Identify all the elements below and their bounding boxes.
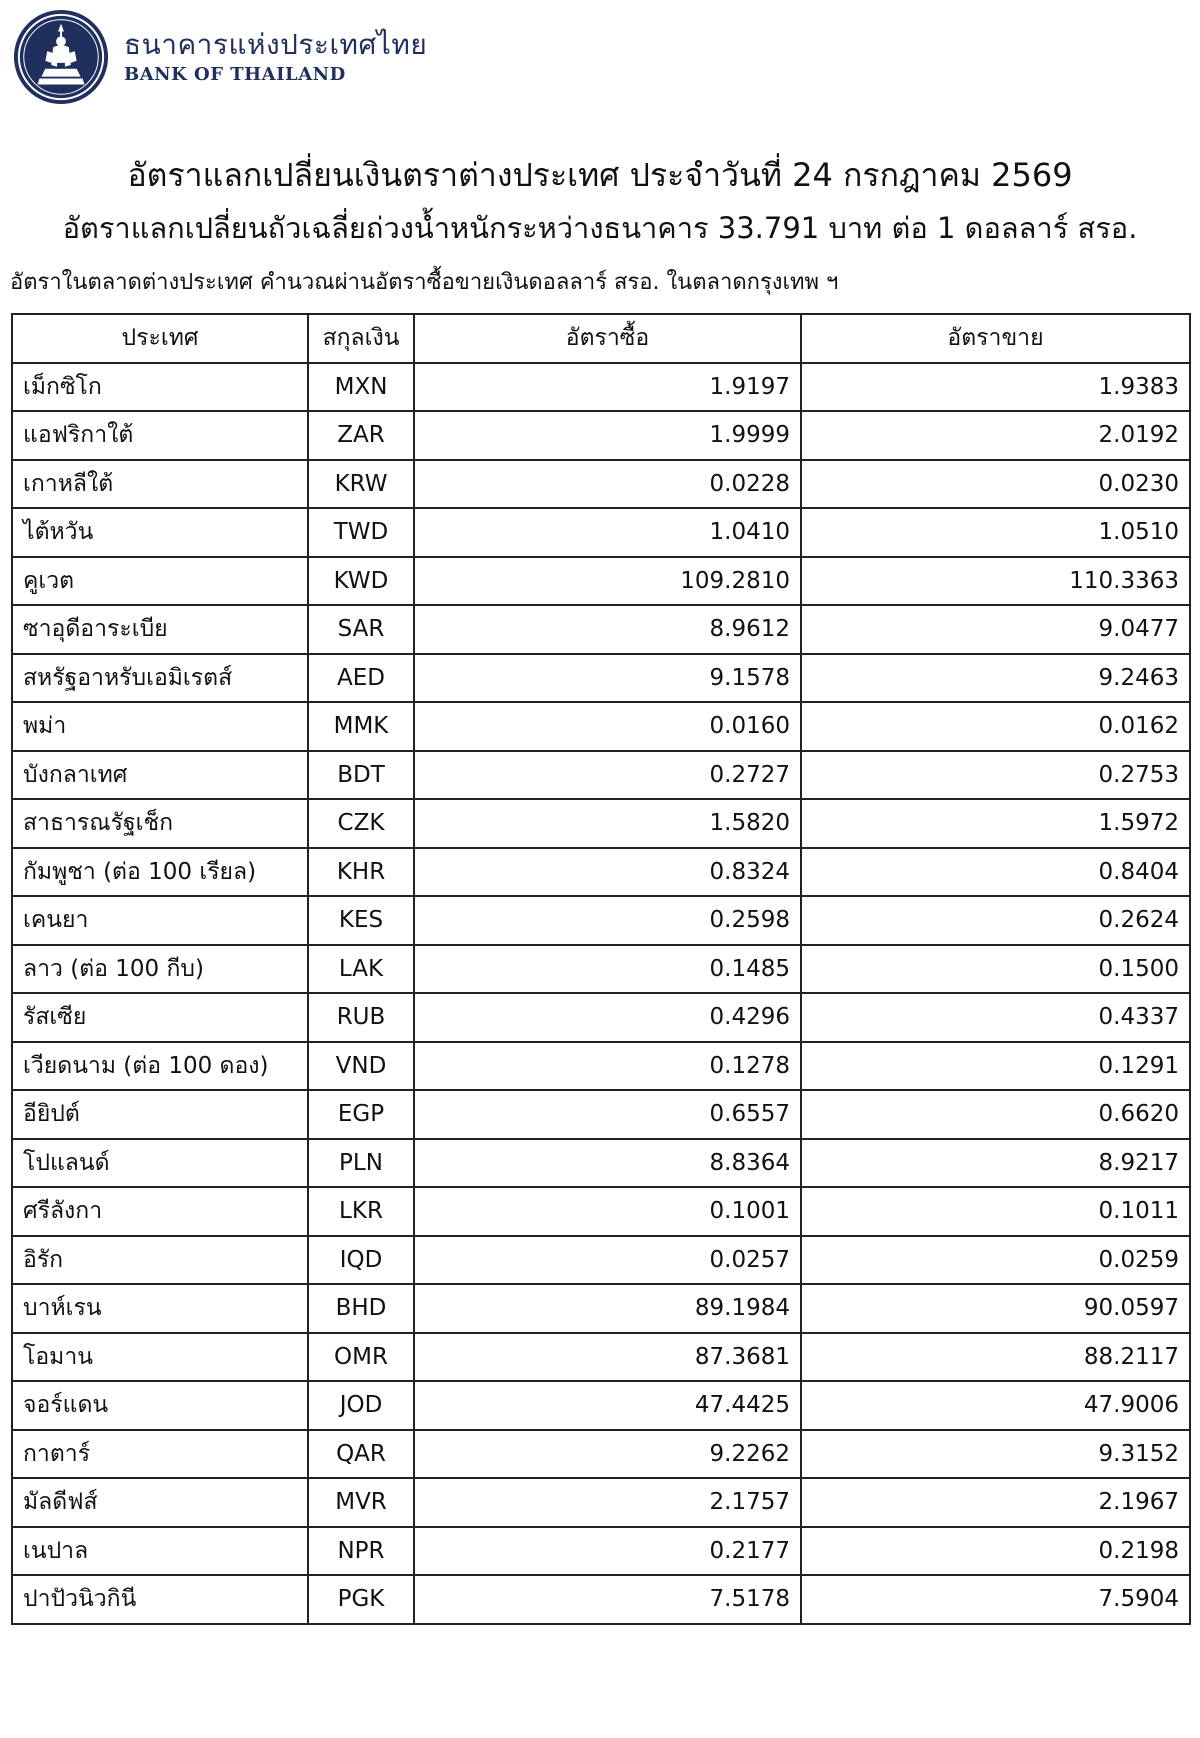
currency-code-cell: QAR [308, 1430, 414, 1479]
currency-code-cell: IQD [308, 1236, 414, 1285]
buy-rate-cell: 0.4296 [414, 993, 801, 1042]
buy-rate-cell: 109.2810 [414, 557, 801, 606]
currency-code-cell: RUB [308, 993, 414, 1042]
sell-rate-cell: 2.0192 [801, 411, 1190, 460]
currency-code-cell: ZAR [308, 411, 414, 460]
country-cell: ปาปัวนิวกินี [12, 1575, 308, 1624]
table-row [12, 799, 1190, 848]
country-cell: กาตาร์ [12, 1430, 308, 1479]
buy-rate-cell: 0.1001 [414, 1187, 801, 1236]
buy-rate-cell: 0.2177 [414, 1527, 801, 1576]
country-cell: จอร์แดน [12, 1381, 308, 1430]
header-sell-rate: อัตราขาย [801, 314, 1190, 363]
table-row [12, 1381, 1190, 1430]
brand [124, 29, 427, 84]
buy-rate-cell: 7.5178 [414, 1575, 801, 1624]
sell-rate-cell: 8.9217 [801, 1139, 1190, 1188]
currency-code-cell: PGK [308, 1575, 414, 1624]
country-cell: โอมาน [12, 1333, 308, 1382]
table-row [12, 1187, 1190, 1236]
buy-rate-cell: 0.2598 [414, 896, 801, 945]
header-country: ประเทศ [12, 314, 308, 363]
table-row [12, 896, 1190, 945]
currency-code-cell: JOD [308, 1381, 414, 1430]
table-row [12, 993, 1190, 1042]
sell-rate-cell: 0.0259 [801, 1236, 1190, 1285]
table-row [12, 1478, 1190, 1527]
sell-rate-cell: 0.0230 [801, 460, 1190, 509]
sell-rate-cell: 0.2624 [801, 896, 1190, 945]
sell-rate-cell: 47.9006 [801, 1381, 1190, 1430]
table-row [12, 848, 1190, 897]
page-subtitle: อัตราแลกเปลี่ยนถัวเฉลี่ยถ่วงน้ำหนักระหว่างธนาคาร 33.791 บาท ต่อ 1 ดอลลาร์ สรอ. [62, 211, 1138, 245]
sell-rate-cell: 110.3363 [801, 557, 1190, 606]
buy-rate-cell: 0.6557 [414, 1090, 801, 1139]
table-row [12, 654, 1190, 703]
rate-note: อัตราในตลาดต่างประเทศ คำนวณผ่านอัตราซื้อขายเงินดอลลาร์ สรอ. ในตลาดกรุงเทพ ฯ [10, 270, 839, 295]
country-cell: อิรัก [12, 1236, 308, 1285]
currency-code-cell: CZK [308, 799, 414, 848]
currency-code-cell: BHD [308, 1284, 414, 1333]
table-row [12, 1236, 1190, 1285]
country-cell: ลาว (ต่อ 100 กีบ) [12, 945, 308, 994]
buy-rate-cell: 1.9197 [414, 363, 801, 412]
currency-code-cell: KHR [308, 848, 414, 897]
buy-rate-cell: 8.9612 [414, 605, 801, 654]
sell-rate-cell: 0.2753 [801, 751, 1190, 800]
table-row [12, 411, 1190, 460]
country-cell: รัสเซีย [12, 993, 308, 1042]
table-row [12, 460, 1190, 509]
country-cell: ไต้หวัน [12, 508, 308, 557]
table-row [12, 1090, 1190, 1139]
currency-code-cell: KES [308, 896, 414, 945]
sell-rate-cell: 0.1291 [801, 1042, 1190, 1091]
currency-code-cell: TWD [308, 508, 414, 557]
buy-rate-cell: 0.0160 [414, 702, 801, 751]
buy-rate-cell: 0.8324 [414, 848, 801, 897]
sell-rate-cell: 1.9383 [801, 363, 1190, 412]
buy-rate-cell: 0.1485 [414, 945, 801, 994]
sell-rate-cell: 0.0162 [801, 702, 1190, 751]
currency-code-cell: NPR [308, 1527, 414, 1576]
country-cell: กัมพูชา (ต่อ 100 เรียล) [12, 848, 308, 897]
country-cell: เม็กซิโก [12, 363, 308, 412]
buy-rate-cell: 87.3681 [414, 1333, 801, 1382]
currency-code-cell: VND [308, 1042, 414, 1091]
sell-rate-cell: 88.2117 [801, 1333, 1190, 1382]
buy-rate-cell: 2.1757 [414, 1478, 801, 1527]
sell-rate-cell: 2.1967 [801, 1478, 1190, 1527]
sell-rate-cell: 0.4337 [801, 993, 1190, 1042]
country-cell: เกาหลีใต้ [12, 460, 308, 509]
currency-code-cell: PLN [308, 1139, 414, 1188]
country-cell: แอฟริกาใต้ [12, 411, 308, 460]
sell-rate-cell: 9.0477 [801, 605, 1190, 654]
country-cell: ศรีลังกา [12, 1187, 308, 1236]
country-cell: เวียดนาม (ต่อ 100 ดอง) [12, 1042, 308, 1091]
buy-rate-cell: 0.0228 [414, 460, 801, 509]
country-cell: โปแลนด์ [12, 1139, 308, 1188]
table-row [12, 702, 1190, 751]
currency-code-cell: MVR [308, 1478, 414, 1527]
country-cell: สาธารณรัฐเช็ก [12, 799, 308, 848]
country-cell: สหรัฐอาหรับเอมิเรตส์ [12, 654, 308, 703]
buy-rate-cell: 9.1578 [414, 654, 801, 703]
country-cell: ซาอุดีอาระเบีย [12, 605, 308, 654]
table-row [12, 751, 1190, 800]
sell-rate-cell: 90.0597 [801, 1284, 1190, 1333]
country-cell: พม่า [12, 702, 308, 751]
buy-rate-cell: 47.4425 [414, 1381, 801, 1430]
currency-code-cell: MXN [308, 363, 414, 412]
table-row [12, 1139, 1190, 1188]
country-cell: มัลดีฟส์ [12, 1478, 308, 1527]
currency-code-cell: AED [308, 654, 414, 703]
country-cell: เคนยา [12, 896, 308, 945]
buy-rate-cell: 1.0410 [414, 508, 801, 557]
exchange-rate-table [11, 313, 1191, 1625]
bank-name-english: BANK OF THAILAND [124, 63, 346, 85]
table-row [12, 508, 1190, 557]
sell-rate-cell: 7.5904 [801, 1575, 1190, 1624]
currency-code-cell: OMR [308, 1333, 414, 1382]
table-row [12, 1575, 1190, 1624]
table-body [12, 363, 1190, 1624]
sell-rate-cell: 0.6620 [801, 1090, 1190, 1139]
sell-rate-cell: 9.3152 [801, 1430, 1190, 1479]
buy-rate-cell: 1.9999 [414, 411, 801, 460]
table-row [12, 605, 1190, 654]
sell-rate-cell: 0.1011 [801, 1187, 1190, 1236]
currency-code-cell: SAR [308, 605, 414, 654]
page-title: อัตราแลกเปลี่ยนเงินตราต่างประเทศ ประจำวันที่ 24 กรกฎาคม 2569 [127, 156, 1073, 194]
table-row [12, 557, 1190, 606]
currency-code-cell: KWD [308, 557, 414, 606]
buy-rate-cell: 8.8364 [414, 1139, 801, 1188]
sell-rate-cell: 0.1500 [801, 945, 1190, 994]
buy-rate-cell: 89.1984 [414, 1284, 801, 1333]
buy-rate-cell: 0.2727 [414, 751, 801, 800]
country-cell: คูเวต [12, 557, 308, 606]
buy-rate-cell: 1.5820 [414, 799, 801, 848]
header-buy-rate: อัตราซื้อ [414, 314, 801, 363]
currency-code-cell: KRW [308, 460, 414, 509]
sell-rate-cell: 0.2198 [801, 1527, 1190, 1576]
table-row [12, 1284, 1190, 1333]
currency-code-cell: EGP [308, 1090, 414, 1139]
bank-of-thailand-seal-icon [12, 8, 110, 106]
table-header-row [12, 314, 1190, 363]
sell-rate-cell: 1.0510 [801, 508, 1190, 557]
currency-code-cell: LKR [308, 1187, 414, 1236]
sell-rate-cell: 9.2463 [801, 654, 1190, 703]
header-currency: สกุลเงิน [308, 314, 414, 363]
table-row [12, 363, 1190, 412]
header [12, 8, 427, 106]
sell-rate-cell: 1.5972 [801, 799, 1190, 848]
table-row [12, 1042, 1190, 1091]
buy-rate-cell: 0.0257 [414, 1236, 801, 1285]
country-cell: เนปาล [12, 1527, 308, 1576]
bank-name-thai: ธนาคารแห่งประเทศไทย [124, 28, 428, 62]
country-cell: บังกลาเทศ [12, 751, 308, 800]
table-row [12, 1333, 1190, 1382]
table-row [12, 1527, 1190, 1576]
sell-rate-cell: 0.8404 [801, 848, 1190, 897]
table-row [12, 945, 1190, 994]
currency-code-cell: BDT [308, 751, 414, 800]
buy-rate-cell: 0.1278 [414, 1042, 801, 1091]
currency-code-cell: LAK [308, 945, 414, 994]
buy-rate-cell: 9.2262 [414, 1430, 801, 1479]
table-row [12, 1430, 1190, 1479]
currency-code-cell: MMK [308, 702, 414, 751]
country-cell: อียิปต์ [12, 1090, 308, 1139]
country-cell: บาห์เรน [12, 1284, 308, 1333]
